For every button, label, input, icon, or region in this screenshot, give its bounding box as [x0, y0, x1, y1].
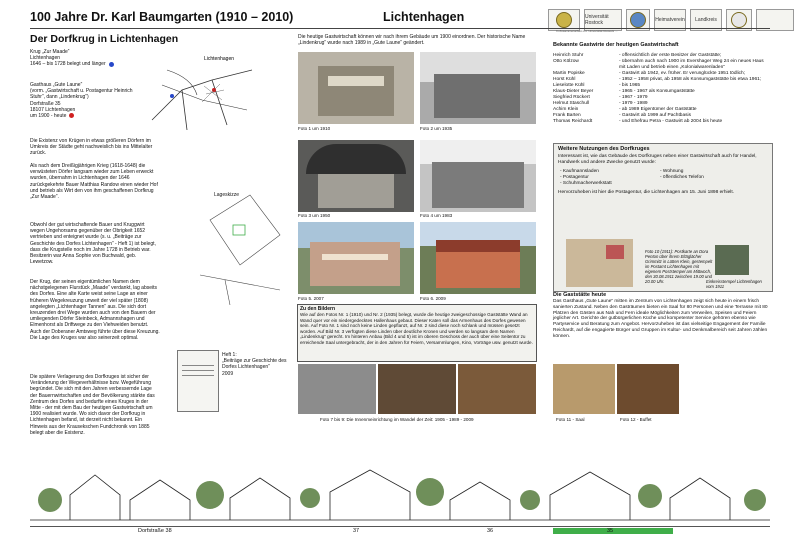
place-title: Lichtenhagen — [383, 10, 465, 24]
legend-gasthaus — [30, 82, 140, 119]
stamp-caption: Einkreisstempel Lichtenhagen vom 1911 — [706, 279, 762, 289]
footer-number: 36 — [487, 528, 494, 534]
footer-rule — [30, 526, 770, 527]
further-uses-intro: Interessant ist, wie das Gebäude des Dorfkruges neben einer Gastwirtschaft auch für Handel, Handwerk und andere Zwecke genutzt wurde: — [558, 154, 757, 165]
photo-1 — [298, 52, 414, 124]
host-name: Otto Kölzow — [553, 59, 579, 64]
host-name: Martin Popiske — [553, 71, 585, 76]
host-row — [553, 119, 771, 125]
host-name: Thomas Reichardt — [553, 119, 593, 124]
host-detail: - ab 1989 Eigentümer der Gaststätte — [619, 107, 697, 112]
blue-dot-icon — [109, 62, 114, 67]
photo-9 — [458, 364, 536, 414]
hosts-table — [553, 53, 771, 125]
host-detail: - und Ehefrau Petra - Gastwirt ab 2004 bis heute — [619, 119, 723, 124]
photo-notes-text: Wie auf den Fotos Nr. 1 (1910) und Nr. 2 (1935) belegt, wurde die heutige zweigeschossige Gaststätte Wand an Wand quer vor ein niedergedecktes Hallenhaus gebaut. Dieser Katen soll das Armenhaus des Dorfes gewesen sein. Auf Foto Nr. 1 sind noch keine Linden gepflanzt, auf Nr. 2 sind diese noch schlank und müssen gesetzt worden. Auf Bild Nr. 3 verfügten diese Linden über deutliche Kronen und werden so langsam dem Namen „Lindenkrug“ gerecht. Im hinteren Anbau (Bild 4 und 5) ist im oberen Geschoss der auch über eine Seitentür zu erreichende Saal untergebracht, der in den Jahren für Feiern, Versammlungen, Kino, Vorträge usw. genutzt wurde. — [300, 312, 533, 345]
tagline: In Zusammenarbeit mit: Universität Rostock ... — [556, 29, 618, 33]
paragraph-1: Die Existenz von Krügen in etwas größeren Dörfern im Umkreis der Städte geht nachweislich bis ins Mittelalter zurück. — [30, 138, 153, 157]
photo-6-caption: Foto 6. 2009 — [420, 296, 446, 301]
section-heading: Der Dorfkrug in Lichtenhagen — [30, 33, 179, 45]
today-text: Das Gasthaus „Gute Laune“ mitten im Zentrum von Lichtenhagen zeigt sich heute in einem frisch sanierten Zustand. Neben den Gasträumen bieten ein Saal für 80 Personen und eine Terrasse mit 80 Plätzen den Gästen aus Nah und Fern ideale Möglichkeiten zum Verweilen, Speisen und Feiern jeglicher Art. Gerichte der gutbürgerlichen Küche und kompetenter Service gehören ebenso wie Partyservice und Beratung zum Angebot. Hervorzuheben ist das vielseitige Engagement der Familie Reichardt, auf die engagierte Bürger und Gruppen im Kultur- und Denkmalbereich seit Jahren zählen können. — [553, 299, 768, 339]
host-name: Frank Barten — [553, 113, 581, 118]
use-item: - öffentliches Telefon — [660, 175, 704, 180]
host-name: Siegfried Rückert — [553, 95, 590, 100]
legend-krug — [30, 49, 140, 68]
village-map — [142, 50, 262, 135]
host-detail: - 1965 - 1967 als Konsumgaststätte — [619, 89, 695, 94]
university-logo: Universität Rostock — [584, 9, 622, 31]
legend-krug-text: Krug „Zur Maade“ Lichtenhagen 1646 – bis 1728 belegt und länger — [30, 49, 106, 68]
postcard-caption: Foto 10 (1911): Postkarte an Dora Penton über ihrem Eltäglächer Grimmitz in Lütten Klein, gestempelt im Postamt Lichtenhagen mit eigenem Poststempel am Mittwoch, den 30.08.1911 zwischen 19.00 und 20.00 Uhr. — [645, 249, 713, 284]
host-detail: - 1967 - 1979 — [619, 95, 648, 100]
use-item — [660, 181, 760, 187]
photo-4-caption: Foto 4 um 1983 — [420, 213, 453, 218]
today-heading: Die Gaststätte heute — [553, 292, 607, 298]
further-uses-heading: Weitere Nutzungen des Dorfkruges — [558, 146, 650, 152]
post-agency-text: Hervorzuheben ist hier die Postagentur, die Lichtenhagen am 15. Juni 1898 erhielt. — [558, 190, 734, 195]
host-detail: - Gastwirt ab 1999 auf Pachtbasis — [619, 113, 691, 118]
use-item: - Kaufmannsladen — [560, 169, 599, 174]
photo-2 — [420, 52, 536, 124]
photo-11-caption: Foto 11 - Saal — [556, 417, 585, 422]
paragraph-5: Die spätere Verlagerung des Dorfkruges ist sicher der Veränderung der Wegeverhältnisse bzw. Wegeführung begründet. Die sich mit den Jahren verbessernde Lage der Bauernwirtschaften und der Bevölkerung stärkte das Zentrum des Dorfes und bedurfte eines Kruges in der Mitte - der mit dem Bau der heutigen Gastwirtschaft um 1900 realisiert wurde. Wo sich davor der Dorfkrug in Lichtenhagen befand, ist derzeit nicht bekannt. Ein Hinweis aus der Krausekschen Fundchronik von 1885 belegt aber die Existenz. — [30, 374, 155, 436]
photo-12 — [617, 364, 679, 414]
host-row — [553, 59, 771, 71]
footer-street: Dorfstraße 38 — [138, 528, 172, 534]
photo-6 — [420, 222, 536, 294]
photo-4 — [420, 140, 536, 212]
photo-5 — [298, 222, 414, 294]
host-detail: - offensichtlich der erste Besitzer der Gaststätte; — [619, 53, 722, 58]
sketch-label: Lageskizze — [214, 192, 240, 198]
host-detail: - übernahm auch nach 1900 im Evershager Weg 24 ein neues Haus mit Laden und betrieb einen „Kolonialwarenladen“ — [619, 59, 764, 70]
stamp-image — [715, 245, 749, 275]
footer-number: 35 — [607, 528, 614, 534]
page-title: 100 Jahre Dr. Karl Baumgarten (1910 – 2010) — [30, 10, 294, 24]
map-label: Lichtenhagen — [204, 56, 235, 62]
header-rule — [30, 28, 770, 29]
village-street-drawing — [30, 440, 770, 526]
photo-12-caption: Foto 12 - Buffet — [620, 417, 652, 422]
host-detail: - 1979 - 1989 — [619, 101, 648, 106]
photo-3-caption: Foto 3 um 1950 — [298, 213, 331, 218]
host-name: Lieselotte Kühl — [553, 83, 585, 88]
paragraph-3: Obwohl der gut wirtschaftende Bauer und Kruggwirt wegen Ungehorsams gegenüber der Obrigkeit 1652 vertrieben und enteignet wurde (s. u. „Beiträge zur Geschichte des Dorfes Lichtenhagen“ - Heft 1) ist belegt, dass die Krugstelle noch im Jahre 1728 in Betrieb war. Besitzerin war Anna Sophie von Buchwald, geb. Lewetzow. — [30, 222, 156, 266]
heritage-logo: Heimatverein — [654, 9, 686, 31]
postcard-image — [566, 239, 633, 287]
host-name: Heinrich Stuhr — [553, 53, 584, 58]
booklet-caption: Heft 1: „Beiträge zur Geschichte des Dorfes Lichtenhagen“ 2009 — [222, 352, 287, 377]
photo-5-caption: Foto 5. 2007 — [298, 296, 324, 301]
use-item: - Postagentur — [560, 175, 589, 180]
district-logo: Landkreis — [690, 9, 722, 31]
legend-gasthaus-text: Gasthaus „Gute Laune“ (vorm. „Gastwirtschaft u. Postagentur Heinrich Stuhr“, dann „Lindenkrug“) Dorfstraße 35 18107 Lichtenhagen um 1900 - heute — [30, 82, 133, 120]
interior-caption: Foto 7 bis 9: Die Innenmeinrichtung im Wandel der Zeit: 1905 - 1989 - 2009 — [320, 417, 474, 422]
use-item: - Wohnung — [660, 169, 684, 174]
host-name: Horst Kühl — [553, 77, 576, 82]
host-detail: - bis 1965 — [619, 83, 641, 88]
use-item: - Schuhmacherwerkstatt — [560, 181, 612, 186]
hosts-heading: Bekannte Gastwirte der heutigen Gastwirtschaft — [553, 42, 679, 48]
paragraph-2: Als nach dem Dreißigjährigen Krieg (1618-1648) die verwüsteten Dörfer langsam wieder zum Leben erweckt wurden, übernahm in Lichtenhagen der 1646 zurückgekehrte Bauer Matthias Randow einen wieder Hof und betrieb als Wirt den von ihm geschaffenen Dorfkrug „Zur Maade“. — [30, 163, 158, 201]
photos-intro: Die heutige Gastwirtschaft können wir nach ihrem Gebäude um 1900 einordnen. Der historische Name „Lindenkrug“ wurde nach 1989 in „Gute Laune“ geändert. — [298, 34, 526, 47]
photo-notes-heading: Zu den Bildern — [300, 306, 335, 312]
booklet-cover — [177, 350, 219, 412]
host-name: Achim Klein — [553, 107, 579, 112]
photo-1-caption: Foto 1 um 1910 — [298, 126, 331, 131]
photo-notes-box — [297, 304, 537, 362]
photo-8 — [378, 364, 456, 414]
red-dot-icon — [69, 113, 74, 118]
footer-number: 37 — [353, 528, 360, 534]
photo-7 — [298, 364, 376, 414]
location-sketch — [195, 180, 285, 310]
host-detail: - Gastwirt ab 1942, ev. früher. Er verunglückte 1951 tödlich; — [619, 71, 746, 76]
photo-11 — [553, 364, 615, 414]
host-name: Helmut Staschull — [553, 101, 589, 106]
photo-3 — [298, 140, 414, 212]
uses-list — [560, 169, 766, 187]
host-detail: - 1952 – 1958 privat, ab 1958 als Konsumgaststätte bis etwa 1961; — [619, 77, 762, 82]
paragraph-4: Der Krug, der seinen eigentümlichen Namen dem nächstgelegenen Flurstück „Maade“ verdankt, lag abseits des Dorfes. Eine alte Karte weist seine Lage an einer früheren Wegekreuzung unweit der viel später (1808) angelegten „Lichtenhager Tannen“ aus. Die sich dort kreuzenden drei Wege wurden auch von den Bauern der umliegenden Dörfer Steinbeck, Admannshagen und Elmenhorst als Driftwege zu den Viehweiden benutzt. Auch der Doberaner Amtsweg führte über diese Kreuzung. Die Lage des Kruges war also seinerzeit optimal. — [30, 279, 160, 341]
photo-2-caption: Foto 2 um 1935 — [420, 126, 453, 131]
host-name: Klaus-Dieter Beyer — [553, 89, 594, 94]
